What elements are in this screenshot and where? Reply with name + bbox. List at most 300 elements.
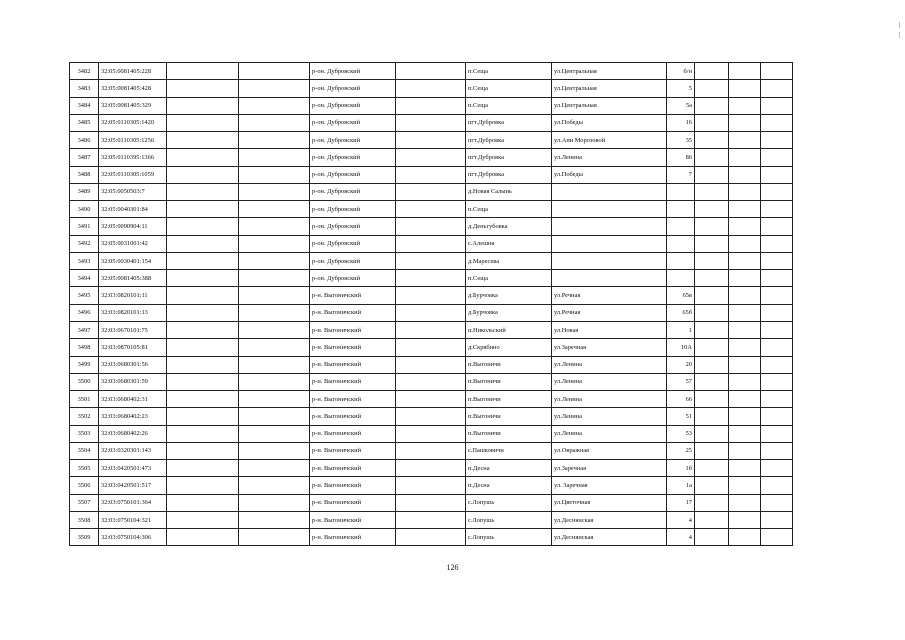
district-cell: р-он. Дубровский: [310, 114, 396, 131]
street-cell: ул.Ленина: [552, 373, 667, 390]
house-number-cell: 65в: [667, 287, 695, 304]
locality-cell: с.Лопушь: [466, 529, 552, 546]
locality-cell: п.Выгоничи: [466, 391, 552, 408]
empty-cell: [239, 218, 310, 235]
empty-cell: [761, 183, 793, 200]
district-cell: р-он. Дубровский: [310, 149, 396, 166]
district-cell: р-он. Дубровский: [310, 80, 396, 97]
table-row: [70, 391, 793, 408]
empty-cell: [167, 529, 239, 546]
street-cell: ул.Центральная: [552, 80, 667, 97]
empty-cell: [396, 97, 466, 114]
empty-cell: [761, 425, 793, 442]
empty-cell: [695, 391, 729, 408]
row-number-cell: 3503: [70, 425, 99, 442]
locality-cell: пгт.Дубровка: [466, 166, 552, 183]
empty-cell: [695, 166, 729, 183]
row-number-cell: 3489: [70, 183, 99, 200]
district-cell: р-он. Дубровский: [310, 132, 396, 149]
empty-cell: [761, 63, 793, 80]
empty-cell: [396, 391, 466, 408]
empty-cell: [396, 183, 466, 200]
empty-cell: [695, 425, 729, 442]
empty-cell: [396, 270, 466, 287]
locality-cell: пгт.Дубровка: [466, 149, 552, 166]
house-number-cell: 4: [667, 511, 695, 528]
cadastral-number-cell: 32:03:0670101:75: [99, 321, 167, 338]
empty-cell: [761, 460, 793, 477]
street-cell: ул.Победы: [552, 114, 667, 131]
empty-cell: [239, 511, 310, 528]
empty-cell: [695, 373, 729, 390]
empty-cell: [695, 529, 729, 546]
locality-cell: п.Выгоничи: [466, 373, 552, 390]
cadastral-number-cell: 32:05:0110305:1420: [99, 114, 167, 131]
empty-cell: [239, 97, 310, 114]
house-number-cell: [667, 201, 695, 218]
table-row: [70, 339, 793, 356]
cadastral-number-cell: 32:03:0320301:143: [99, 442, 167, 459]
district-cell: р-н. Выгоничский: [310, 494, 396, 511]
street-cell: ул.Победы: [552, 166, 667, 183]
empty-cell: [167, 425, 239, 442]
empty-cell: [167, 321, 239, 338]
property-registry-table: [69, 62, 793, 546]
house-number-cell: 1а: [667, 477, 695, 494]
empty-cell: [695, 114, 729, 131]
empty-cell: [729, 201, 761, 218]
empty-cell: [167, 149, 239, 166]
empty-cell: [239, 356, 310, 373]
empty-cell: [167, 287, 239, 304]
house-number-cell: 1: [667, 321, 695, 338]
row-number-cell: 3482: [70, 63, 99, 80]
locality-cell: пгт.Дубровка: [466, 132, 552, 149]
cadastral-number-cell: 32:03:0750104:321: [99, 511, 167, 528]
empty-cell: [167, 80, 239, 97]
street-cell: ул. Заречная: [552, 477, 667, 494]
empty-cell: [396, 304, 466, 321]
district-cell: р-н. Выгоничский: [310, 373, 396, 390]
house-number-cell: 7: [667, 166, 695, 183]
cadastral-number-cell: 32:05:0110305:1256: [99, 132, 167, 149]
street-cell: ул.Ленина: [552, 425, 667, 442]
house-number-cell: 86: [667, 149, 695, 166]
house-number-cell: 51: [667, 408, 695, 425]
empty-cell: [396, 235, 466, 252]
district-cell: р-он. Дубровский: [310, 218, 396, 235]
empty-cell: [396, 252, 466, 269]
empty-cell: [396, 114, 466, 131]
row-number-cell: 3488: [70, 166, 99, 183]
district-cell: р-н. Выгоничский: [310, 529, 396, 546]
empty-cell: [239, 183, 310, 200]
house-number-cell: 10А: [667, 339, 695, 356]
row-number-cell: 3505: [70, 460, 99, 477]
empty-cell: [729, 166, 761, 183]
house-number-cell: [667, 183, 695, 200]
house-number-cell: 65б: [667, 304, 695, 321]
house-number-cell: 1б: [667, 460, 695, 477]
empty-cell: [396, 287, 466, 304]
locality-cell: п.Никольский: [466, 321, 552, 338]
row-number-cell: 3501: [70, 391, 99, 408]
locality-cell: п.Выгоничи: [466, 408, 552, 425]
table-row: [70, 183, 793, 200]
district-cell: р-он. Дубровский: [310, 183, 396, 200]
cadastral-number-cell: 32:05:0031001:42: [99, 235, 167, 252]
empty-cell: [239, 391, 310, 408]
empty-cell: [396, 339, 466, 356]
empty-cell: [761, 511, 793, 528]
table-row: [70, 408, 793, 425]
empty-cell: [167, 235, 239, 252]
empty-cell: [695, 132, 729, 149]
empty-cell: [167, 391, 239, 408]
table-row: [70, 114, 793, 131]
empty-cell: [729, 287, 761, 304]
cadastral-number-cell: 32:05:0090904:11: [99, 218, 167, 235]
district-cell: р-он. Дубровский: [310, 97, 396, 114]
table-row: [70, 218, 793, 235]
empty-cell: [761, 132, 793, 149]
house-number-cell: 4: [667, 529, 695, 546]
empty-cell: [761, 442, 793, 459]
empty-cell: [729, 511, 761, 528]
empty-cell: [167, 373, 239, 390]
house-number-cell: 35: [667, 132, 695, 149]
empty-cell: [695, 408, 729, 425]
district-cell: р-он. Дубровский: [310, 63, 396, 80]
cadastral-number-cell: 32:03:0870105:81: [99, 339, 167, 356]
cadastral-number-cell: 32:05:0110305:1059: [99, 166, 167, 183]
empty-cell: [761, 287, 793, 304]
empty-cell: [729, 425, 761, 442]
empty-cell: [695, 201, 729, 218]
scan-margin-mark: [899, 32, 900, 38]
empty-cell: [695, 304, 729, 321]
empty-cell: [167, 183, 239, 200]
empty-cell: [729, 252, 761, 269]
empty-cell: [396, 442, 466, 459]
row-number-cell: 3485: [70, 114, 99, 131]
district-cell: р-он. Дубровский: [310, 166, 396, 183]
empty-cell: [761, 408, 793, 425]
row-number-cell: 3484: [70, 97, 99, 114]
district-cell: р-он. Дубровский: [310, 252, 396, 269]
empty-cell: [761, 391, 793, 408]
table-row: [70, 132, 793, 149]
empty-cell: [396, 149, 466, 166]
empty-cell: [239, 270, 310, 287]
street-cell: ул.Речная: [552, 287, 667, 304]
cadastral-number-cell: 32:03:0680402:31: [99, 391, 167, 408]
table-row: [70, 97, 793, 114]
district-cell: р-н. Выгоничский: [310, 408, 396, 425]
locality-cell: с.Лопушь: [466, 494, 552, 511]
locality-cell: д.Бурчовка: [466, 287, 552, 304]
house-number-cell: [667, 218, 695, 235]
table-row: [70, 149, 793, 166]
empty-cell: [729, 235, 761, 252]
empty-cell: [729, 218, 761, 235]
table-row: [70, 252, 793, 269]
street-cell: [552, 218, 667, 235]
page-number: 126: [446, 563, 459, 572]
locality-cell: п.Выгоничи: [466, 356, 552, 373]
row-number-cell: 3492: [70, 235, 99, 252]
district-cell: р-он. Дубровский: [310, 270, 396, 287]
empty-cell: [695, 494, 729, 511]
house-number-cell: [667, 252, 695, 269]
empty-cell: [167, 114, 239, 131]
empty-cell: [167, 252, 239, 269]
district-cell: р-н. Выгоничский: [310, 321, 396, 338]
locality-cell: п.Десна: [466, 477, 552, 494]
cadastral-number-cell: 32:03:0680301:56: [99, 356, 167, 373]
locality-cell: с.Лопушь: [466, 511, 552, 528]
empty-cell: [396, 373, 466, 390]
empty-cell: [239, 494, 310, 511]
empty-cell: [729, 373, 761, 390]
empty-cell: [729, 80, 761, 97]
empty-cell: [239, 529, 310, 546]
cadastral-number-cell: 32:05:0040301:84: [99, 201, 167, 218]
empty-cell: [167, 460, 239, 477]
district-cell: р-н. Выгоничский: [310, 425, 396, 442]
empty-cell: [396, 356, 466, 373]
empty-cell: [729, 304, 761, 321]
empty-cell: [695, 63, 729, 80]
street-cell: ул.Центральная: [552, 63, 667, 80]
cadastral-number-cell: 32:05:0081405:228: [99, 63, 167, 80]
locality-cell: д.Деньгубовка: [466, 218, 552, 235]
row-number-cell: 3493: [70, 252, 99, 269]
district-cell: р-н. Выгоничский: [310, 304, 396, 321]
locality-cell: п.Сеща: [466, 270, 552, 287]
cadastral-number-cell: 32:03:0680301:59: [99, 373, 167, 390]
empty-cell: [761, 80, 793, 97]
street-cell: ул.Ани Морозовой: [552, 132, 667, 149]
empty-cell: [761, 494, 793, 511]
empty-cell: [695, 270, 729, 287]
row-number-cell: 3500: [70, 373, 99, 390]
table-row: [70, 425, 793, 442]
row-number-cell: 3490: [70, 201, 99, 218]
street-cell: [552, 270, 667, 287]
empty-cell: [167, 132, 239, 149]
empty-cell: [167, 511, 239, 528]
empty-cell: [695, 80, 729, 97]
cadastral-number-cell: 32:05:0030401:154: [99, 252, 167, 269]
cadastral-number-cell: 32:03:0750104:306: [99, 529, 167, 546]
locality-cell: пгт.Дубровка: [466, 114, 552, 131]
street-cell: ул.Ленина: [552, 356, 667, 373]
empty-cell: [761, 218, 793, 235]
district-cell: р-н. Выгоничский: [310, 460, 396, 477]
row-number-cell: 3499: [70, 356, 99, 373]
table-row: [70, 304, 793, 321]
empty-cell: [729, 408, 761, 425]
empty-cell: [761, 356, 793, 373]
row-number-cell: 3498: [70, 339, 99, 356]
empty-cell: [239, 235, 310, 252]
empty-cell: [167, 477, 239, 494]
locality-cell: п.Сеща: [466, 97, 552, 114]
table-row: [70, 460, 793, 477]
empty-cell: [761, 149, 793, 166]
empty-cell: [729, 442, 761, 459]
street-cell: ул.Новая: [552, 321, 667, 338]
cadastral-number-cell: 32:05:0081405:388: [99, 270, 167, 287]
table-row: [70, 166, 793, 183]
empty-cell: [167, 166, 239, 183]
table-row: [70, 80, 793, 97]
empty-cell: [695, 339, 729, 356]
scan-margin-mark: [899, 22, 900, 28]
empty-cell: [761, 270, 793, 287]
empty-cell: [695, 442, 729, 459]
empty-cell: [396, 425, 466, 442]
empty-cell: [239, 321, 310, 338]
street-cell: ул.Речная: [552, 304, 667, 321]
empty-cell: [167, 97, 239, 114]
empty-cell: [239, 477, 310, 494]
empty-cell: [695, 97, 729, 114]
row-number-cell: 3507: [70, 494, 99, 511]
house-number-cell: 5а: [667, 97, 695, 114]
empty-cell: [729, 97, 761, 114]
house-number-cell: 57: [667, 373, 695, 390]
empty-cell: [695, 287, 729, 304]
empty-cell: [239, 201, 310, 218]
house-number-cell: 16: [667, 114, 695, 131]
street-cell: ул.Цветочная: [552, 494, 667, 511]
empty-cell: [729, 63, 761, 80]
row-number-cell: 3496: [70, 304, 99, 321]
locality-cell: п.Сеща: [466, 201, 552, 218]
empty-cell: [761, 252, 793, 269]
empty-cell: [761, 339, 793, 356]
empty-cell: [695, 511, 729, 528]
empty-cell: [761, 477, 793, 494]
empty-cell: [239, 287, 310, 304]
empty-cell: [695, 477, 729, 494]
empty-cell: [167, 304, 239, 321]
empty-cell: [396, 494, 466, 511]
row-number-cell: 3504: [70, 442, 99, 459]
table-row: [70, 442, 793, 459]
empty-cell: [239, 63, 310, 80]
empty-cell: [761, 235, 793, 252]
district-cell: р-н. Выгоничский: [310, 442, 396, 459]
empty-cell: [729, 339, 761, 356]
empty-cell: [695, 356, 729, 373]
row-number-cell: 3509: [70, 529, 99, 546]
street-cell: ул.Деснянская: [552, 511, 667, 528]
empty-cell: [239, 80, 310, 97]
empty-cell: [239, 408, 310, 425]
empty-cell: [729, 477, 761, 494]
empty-cell: [729, 132, 761, 149]
empty-cell: [239, 114, 310, 131]
locality-cell: д.Новая Салынь: [466, 183, 552, 200]
street-cell: [552, 201, 667, 218]
locality-cell: д.Скрябино: [466, 339, 552, 356]
table-row: [70, 373, 793, 390]
street-cell: ул.Овражная: [552, 442, 667, 459]
cadastral-number-cell: 32:03:0820101:11: [99, 287, 167, 304]
locality-cell: п.Десна: [466, 460, 552, 477]
district-cell: р-н. Выгоничский: [310, 511, 396, 528]
empty-cell: [729, 183, 761, 200]
empty-cell: [396, 63, 466, 80]
house-number-cell: 20: [667, 356, 695, 373]
street-cell: [552, 183, 667, 200]
street-cell: ул.Деснянская: [552, 529, 667, 546]
empty-cell: [695, 321, 729, 338]
empty-cell: [761, 321, 793, 338]
empty-cell: [396, 132, 466, 149]
registry-rows: [70, 63, 793, 546]
empty-cell: [761, 166, 793, 183]
empty-cell: [167, 408, 239, 425]
cadastral-number-cell: 32:05:0050503:7: [99, 183, 167, 200]
empty-cell: [761, 201, 793, 218]
cadastral-number-cell: 32:05:0081405:329: [99, 97, 167, 114]
table-row: [70, 270, 793, 287]
house-number-cell: [667, 235, 695, 252]
locality-cell: д.Маресева: [466, 252, 552, 269]
empty-cell: [729, 321, 761, 338]
empty-cell: [729, 114, 761, 131]
empty-cell: [396, 529, 466, 546]
row-number-cell: 3497: [70, 321, 99, 338]
empty-cell: [396, 408, 466, 425]
district-cell: р-н. Выгоничский: [310, 287, 396, 304]
table-row: [70, 201, 793, 218]
empty-cell: [239, 460, 310, 477]
house-number-cell: 17: [667, 494, 695, 511]
empty-cell: [239, 373, 310, 390]
empty-cell: [167, 356, 239, 373]
empty-cell: [695, 460, 729, 477]
empty-cell: [396, 321, 466, 338]
empty-cell: [695, 235, 729, 252]
house-number-cell: 5: [667, 80, 695, 97]
locality-cell: п.Выгоничи: [466, 425, 552, 442]
empty-cell: [729, 529, 761, 546]
street-cell: ул.Ленина: [552, 391, 667, 408]
cadastral-number-cell: 32:03:0420501:517: [99, 477, 167, 494]
empty-cell: [239, 132, 310, 149]
empty-cell: [239, 304, 310, 321]
district-cell: р-н. Выгоничский: [310, 356, 396, 373]
empty-cell: [695, 183, 729, 200]
cadastral-number-cell: 32:03:0680402:26: [99, 425, 167, 442]
table-row: [70, 63, 793, 80]
table-row: [70, 356, 793, 373]
street-cell: ул.Центральная: [552, 97, 667, 114]
table-row: [70, 235, 793, 252]
locality-cell: п.Сеща: [466, 63, 552, 80]
house-number-cell: 66: [667, 391, 695, 408]
empty-cell: [729, 270, 761, 287]
empty-cell: [239, 166, 310, 183]
empty-cell: [167, 270, 239, 287]
house-number-cell: 53: [667, 425, 695, 442]
empty-cell: [167, 442, 239, 459]
